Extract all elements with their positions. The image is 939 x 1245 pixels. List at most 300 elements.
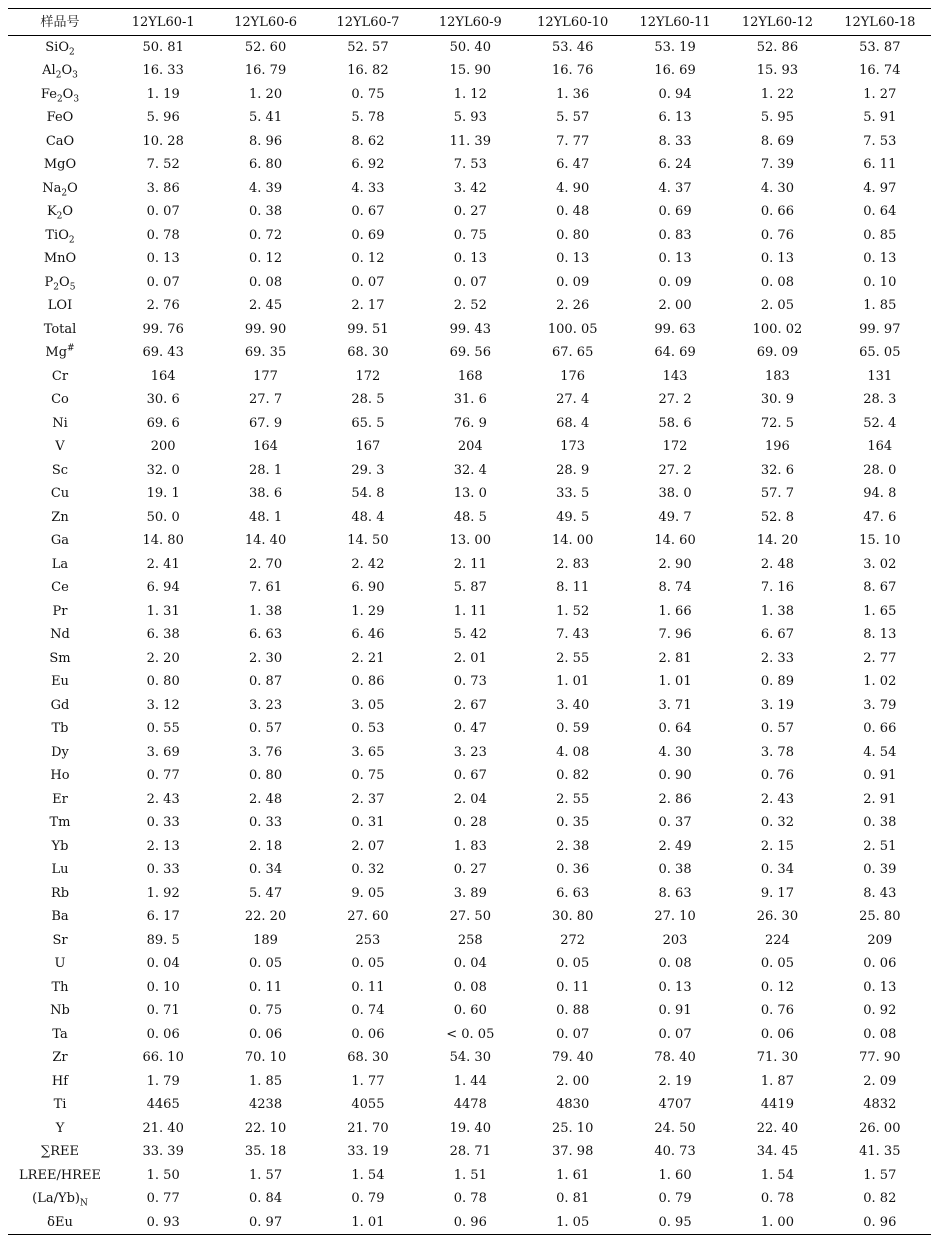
- table-cell: 53. 87: [859, 40, 901, 55]
- table-cell: 2. 33: [760, 650, 794, 666]
- table-cell: 4419: [760, 1097, 794, 1113]
- table-cell: 14. 00: [552, 533, 594, 549]
- table-cell: 5. 47: [249, 885, 283, 901]
- table-cell: 0. 74: [351, 1003, 385, 1019]
- table-cell: 5. 95: [760, 110, 794, 126]
- table-row: [8, 623, 931, 647]
- row-label: Mg#: [45, 343, 75, 361]
- table-cell: 2. 49: [658, 838, 692, 854]
- table-cell: 6. 80: [249, 157, 283, 173]
- table-cell: 4. 90: [556, 180, 590, 196]
- table-cell: 0. 09: [556, 274, 590, 290]
- table-cell: 94. 8: [863, 486, 897, 502]
- table-cell: 1. 83: [453, 838, 487, 854]
- row-label: Y: [55, 1120, 65, 1136]
- table-cell: 99. 90: [244, 321, 287, 337]
- table-cell: 0. 76: [760, 1003, 794, 1019]
- table-cell: 22. 20: [244, 909, 287, 925]
- row-label: V: [55, 439, 65, 455]
- table-cell: 8. 67: [863, 580, 897, 596]
- table-row: [8, 529, 931, 553]
- table-cell: 2. 55: [556, 650, 590, 666]
- table-cell: 0. 07: [658, 1026, 692, 1042]
- table-row: [8, 59, 931, 83]
- table-row: [8, 647, 931, 671]
- table-cell: 0. 71: [146, 1003, 180, 1019]
- table-cell: 4. 30: [658, 744, 692, 760]
- table-cell: 6. 13: [658, 110, 692, 126]
- table-cell: 0. 11: [351, 979, 385, 995]
- table-row: [8, 177, 931, 201]
- table-cell: 0. 80: [146, 674, 180, 690]
- table-cell: 164: [150, 368, 176, 384]
- table-cell: 0. 06: [863, 956, 897, 972]
- table-cell: 69. 43: [142, 345, 184, 361]
- table-cell: 0. 33: [146, 862, 180, 878]
- table-cell: 52. 57: [347, 40, 389, 55]
- table-cell: 3. 02: [863, 556, 897, 572]
- table-cell: 0. 06: [351, 1026, 385, 1042]
- table-cell: 3. 69: [146, 744, 180, 760]
- table-cell: 0. 57: [760, 721, 794, 737]
- table-row: [8, 271, 931, 295]
- table-cell: 7. 77: [556, 133, 590, 149]
- table-row: [8, 247, 931, 271]
- table-cell: 1. 29: [351, 603, 385, 619]
- table-cell: 8. 96: [249, 133, 283, 149]
- table-cell: 131: [867, 368, 893, 384]
- table-cell: 0. 11: [556, 979, 590, 995]
- table-cell: 0. 86: [351, 674, 385, 690]
- sample-header: 12YL60-9: [438, 14, 502, 30]
- table-cell: 0. 91: [658, 1003, 692, 1019]
- table-cell: 6. 94: [146, 580, 180, 596]
- table-cell: 58. 6: [658, 415, 692, 431]
- table-cell: 1. 01: [351, 1214, 385, 1230]
- table-cell: 79. 40: [552, 1050, 594, 1066]
- table-cell: 0. 47: [453, 721, 487, 737]
- row-label: Sr: [52, 932, 68, 948]
- table-cell: 4. 37: [658, 180, 692, 196]
- table-cell: 7. 43: [556, 627, 590, 643]
- table-cell: 0. 08: [760, 274, 794, 290]
- table-cell: 69. 6: [146, 415, 180, 431]
- table-cell: 0. 64: [658, 721, 692, 737]
- sample-header: 12YL60-10: [537, 14, 609, 30]
- table-row: [8, 482, 931, 506]
- table-cell: 176: [560, 368, 586, 384]
- table-cell: 19. 1: [146, 486, 180, 502]
- table-cell: 57. 7: [760, 486, 794, 502]
- table-cell: 2. 20: [146, 650, 180, 666]
- table-cell: 3. 23: [249, 697, 283, 713]
- table-cell: 3. 76: [249, 744, 283, 760]
- table-cell: 0. 90: [658, 768, 692, 784]
- table-cell: 3. 65: [351, 744, 385, 760]
- table-cell: 0. 10: [863, 274, 897, 290]
- table-cell: 77. 90: [859, 1050, 901, 1066]
- table-cell: 6. 67: [760, 627, 794, 643]
- row-label: Lu: [51, 862, 69, 878]
- table-cell: 25. 10: [552, 1120, 594, 1136]
- table-cell: 172: [662, 439, 688, 455]
- table-cell: 209: [867, 932, 893, 948]
- table-cell: 33. 5: [556, 486, 590, 502]
- table-cell: 0. 67: [453, 768, 487, 784]
- row-label: Pr: [52, 603, 68, 619]
- table-cell: 0. 87: [249, 674, 283, 690]
- table-cell: 0. 78: [146, 227, 180, 243]
- table-cell: 6. 63: [249, 627, 283, 643]
- table-cell: 69. 56: [449, 345, 491, 361]
- table-row: [8, 929, 931, 953]
- table-cell: 0. 36: [556, 862, 590, 878]
- table-cell: 2. 11: [453, 556, 487, 572]
- table-cell: 0. 91: [863, 768, 897, 784]
- row-label: Dy: [51, 744, 69, 760]
- table-cell: 1. 57: [863, 1167, 897, 1183]
- geochemistry-table: [8, 8, 931, 1235]
- table-row: [8, 811, 931, 835]
- sample-header: 12YL60-11: [639, 14, 711, 30]
- table-cell: 24. 50: [654, 1120, 696, 1136]
- table-cell: 0. 06: [146, 1026, 180, 1042]
- table-cell: 48. 4: [351, 509, 385, 525]
- table-cell: 89. 5: [146, 932, 180, 948]
- table-cell: 1. 22: [760, 86, 794, 102]
- table-cell: 8. 33: [658, 133, 692, 149]
- table-cell: 183: [765, 368, 790, 384]
- table-cell: 49. 7: [658, 509, 692, 525]
- table-cell: 6. 11: [863, 157, 897, 173]
- table-cell: 0. 48: [556, 204, 590, 220]
- table-cell: 0. 32: [760, 815, 794, 831]
- table-cell: 5. 87: [453, 580, 487, 596]
- row-label: Hf: [51, 1073, 69, 1089]
- table-cell: 0. 80: [249, 768, 283, 784]
- table-cell: 50. 81: [142, 40, 184, 55]
- table-cell: 0. 12: [249, 251, 283, 267]
- table-cell: 16. 74: [859, 63, 901, 79]
- table-cell: 143: [662, 368, 688, 384]
- row-label: $K_2O$: [46, 204, 74, 222]
- table-cell: 0. 32: [351, 862, 385, 878]
- table-cell: 15. 93: [756, 63, 799, 79]
- row-label: FeO: [46, 110, 74, 126]
- table-cell: 54. 8: [351, 486, 385, 502]
- table-row: [8, 694, 931, 718]
- table-cell: 2. 04: [453, 791, 487, 807]
- table-cell: 168: [457, 368, 483, 384]
- row-label: Cr: [51, 368, 69, 384]
- row-label: Yb: [51, 838, 69, 854]
- table-cell: 2. 07: [351, 838, 385, 854]
- table-cell: 0. 94: [658, 86, 692, 102]
- table-cell: 1. 79: [146, 1073, 180, 1089]
- table-cell: 28. 71: [449, 1144, 491, 1160]
- table-cell: 52. 60: [244, 40, 287, 55]
- table-cell: 0. 28: [453, 815, 487, 831]
- table-cell: 69. 35: [244, 345, 287, 361]
- table-cell: 2. 67: [453, 697, 487, 713]
- table-cell: 0. 13: [863, 979, 897, 995]
- row-label: $(La/Yb)_N$: [32, 1191, 88, 1209]
- table-row: [8, 318, 931, 342]
- table-cell: 189: [253, 932, 278, 948]
- table-cell: 48. 1: [249, 509, 283, 525]
- table-cell: 68. 4: [556, 415, 590, 431]
- table-cell: 4055: [351, 1097, 385, 1113]
- table-cell: 30. 6: [146, 392, 180, 408]
- row-label: La: [51, 556, 69, 572]
- table-cell: 3. 19: [760, 697, 794, 713]
- table-cell: 0. 60: [453, 1003, 487, 1019]
- table-cell: 76. 9: [453, 415, 487, 431]
- table-cell: 0. 08: [453, 979, 487, 995]
- table-cell: 1. 51: [453, 1167, 487, 1183]
- row-label: Cu: [50, 486, 70, 502]
- table-cell: 203: [662, 932, 688, 948]
- table-cell: 204: [457, 439, 483, 455]
- table-row: [8, 130, 931, 154]
- table-row: [8, 788, 931, 812]
- table-cell: 3. 40: [556, 697, 590, 713]
- table-cell: 78. 40: [654, 1050, 696, 1066]
- table-cell: 21. 40: [142, 1120, 184, 1136]
- table-cell: 253: [355, 932, 381, 948]
- table-cell: 177: [253, 368, 278, 384]
- table-cell: 2. 26: [556, 298, 590, 314]
- table-cell: 29. 3: [351, 462, 385, 478]
- row-label: Tm: [49, 815, 71, 831]
- table-cell: 4830: [556, 1097, 590, 1113]
- row-label: $Fe_2O_3$: [40, 86, 80, 105]
- table-cell: 1. 87: [760, 1073, 794, 1089]
- table-cell: 11. 39: [449, 133, 491, 149]
- table-row: [8, 1164, 931, 1188]
- table-cell: 2. 90: [658, 556, 692, 572]
- table-cell: 4. 54: [863, 744, 897, 760]
- table-cell: 3. 05: [351, 697, 385, 713]
- table-row: [8, 999, 931, 1023]
- table-cell: 0. 82: [863, 1191, 897, 1207]
- table-cell: 6. 17: [146, 909, 180, 925]
- table-cell: 69. 09: [756, 345, 799, 361]
- sample-header: 12YL60-1: [131, 14, 195, 30]
- table-cell: 0. 34: [760, 862, 794, 878]
- table-cell: 1. 52: [556, 603, 590, 619]
- table-cell: 21. 70: [347, 1120, 389, 1136]
- row-label: Ba: [51, 909, 69, 925]
- table-cell: 2. 17: [351, 298, 385, 314]
- table-cell: 99. 97: [859, 321, 901, 337]
- table-cell: 28. 5: [351, 392, 385, 408]
- table-cell: 1. 57: [249, 1167, 283, 1183]
- table-cell: 0. 84: [249, 1191, 283, 1207]
- table-cell: 8. 62: [351, 133, 385, 149]
- table-cell: 2. 43: [146, 791, 180, 807]
- table-cell: 2. 55: [556, 791, 590, 807]
- row-label: Ce: [51, 580, 69, 596]
- table-cell: 38. 6: [249, 486, 283, 502]
- table-cell: 2. 86: [658, 791, 692, 807]
- table-cell: 2. 15: [760, 838, 794, 854]
- table-cell: 14. 80: [142, 533, 184, 549]
- table-cell: 0. 06: [249, 1026, 283, 1042]
- sample-header: 12YL60-18: [844, 14, 916, 30]
- table-row: [8, 365, 931, 389]
- row-label: MgO: [43, 157, 77, 173]
- table-cell: 0. 77: [146, 768, 180, 784]
- row-label: LOI: [47, 298, 73, 314]
- table-cell: 0. 89: [760, 674, 794, 690]
- table-row: [8, 153, 931, 177]
- table-cell: 0. 13: [146, 251, 180, 267]
- table-cell: 2. 51: [863, 838, 897, 854]
- table-cell: 99. 43: [449, 321, 491, 337]
- table-cell: 272: [560, 932, 586, 948]
- table-cell: 0. 73: [453, 674, 487, 690]
- table-body: [8, 36, 931, 1235]
- table-cell: 3. 79: [863, 697, 897, 713]
- row-label: LREE/HREE: [19, 1167, 101, 1183]
- table-cell: 52. 4: [863, 415, 897, 431]
- table-cell: 7. 96: [658, 627, 692, 643]
- table-cell: 2. 00: [556, 1073, 590, 1089]
- table-row: [8, 858, 931, 882]
- table-cell: 15. 10: [859, 533, 901, 549]
- table-cell: 2. 18: [249, 838, 283, 854]
- table-row: [8, 670, 931, 694]
- table-cell: 0. 38: [863, 815, 897, 831]
- table-cell: 4. 30: [760, 180, 794, 196]
- table-header: [8, 9, 931, 36]
- table-cell: 0. 64: [863, 204, 897, 220]
- table-cell: 8. 43: [863, 885, 897, 901]
- table-row: [8, 1117, 931, 1141]
- table-row: [8, 1046, 931, 1070]
- table-cell: 34. 45: [756, 1144, 799, 1160]
- table-cell: 0. 13: [658, 979, 692, 995]
- table-cell: 0. 57: [249, 721, 283, 737]
- table-cell: 0. 07: [146, 204, 180, 220]
- table-cell: 4478: [453, 1097, 487, 1113]
- table-cell: 0. 75: [453, 227, 487, 243]
- table-cell: 0. 08: [249, 274, 283, 290]
- table-cell: 1. 38: [249, 603, 283, 619]
- table-cell: 3. 42: [453, 180, 487, 196]
- table-cell: 7. 39: [760, 157, 794, 173]
- table-cell: 32. 0: [146, 462, 180, 478]
- table-cell: 0. 05: [556, 956, 590, 972]
- table-cell: 2. 30: [249, 650, 283, 666]
- table-cell: 4707: [658, 1097, 692, 1113]
- table-cell: 0. 38: [249, 204, 283, 220]
- table-cell: 3. 12: [146, 697, 180, 713]
- row-label: Zr: [52, 1050, 68, 1066]
- table-cell: 99. 76: [142, 321, 184, 337]
- table-cell: 2. 38: [556, 838, 590, 854]
- table-cell: 0. 93: [146, 1214, 180, 1230]
- table-cell: 2. 48: [760, 556, 794, 572]
- table-cell: 172: [355, 368, 381, 384]
- table-cell: 0. 82: [556, 768, 590, 784]
- table-row: [8, 200, 931, 224]
- table-cell: 0. 13: [556, 251, 590, 267]
- table-cell: 2. 13: [146, 838, 180, 854]
- table-cell: 0. 38: [658, 862, 692, 878]
- table-cell: 2. 42: [351, 556, 385, 572]
- row-label: Nb: [50, 1003, 70, 1019]
- table-cell: 2. 52: [453, 298, 487, 314]
- table-cell: 7. 53: [453, 157, 487, 173]
- table-cell: 64. 69: [654, 345, 696, 361]
- row-label: Co: [51, 392, 69, 408]
- table-cell: 14. 40: [244, 533, 287, 549]
- table-cell: 1. 01: [556, 674, 590, 690]
- table-cell: 22. 10: [244, 1120, 287, 1136]
- table-cell: 0. 04: [453, 956, 487, 972]
- table-row: [8, 294, 931, 318]
- table-cell: 33. 19: [347, 1144, 389, 1160]
- row-label: $Na_2O$: [42, 180, 78, 199]
- row-label: Sc: [51, 462, 69, 478]
- table-cell: 7. 53: [863, 133, 897, 149]
- table-cell: 167: [355, 439, 381, 455]
- table-row: [8, 506, 931, 530]
- table-cell: 99. 51: [347, 321, 389, 337]
- table-cell: 0. 05: [351, 956, 385, 972]
- table-row: [8, 1093, 931, 1117]
- table-row: [8, 106, 931, 130]
- table-cell: 2. 41: [146, 556, 180, 572]
- row-label: U: [54, 956, 66, 972]
- table-cell: 0. 07: [453, 274, 487, 290]
- table-cell: 68. 30: [347, 345, 389, 361]
- table-cell: 33. 39: [142, 1144, 184, 1160]
- table-cell: 50. 0: [146, 509, 180, 525]
- table-cell: 0. 12: [351, 251, 385, 267]
- row-label: Nd: [50, 627, 70, 643]
- table-cell: 53. 46: [552, 40, 594, 55]
- table-cell: 1. 00: [760, 1214, 794, 1230]
- table-cell: 67. 65: [552, 345, 594, 361]
- table-cell: 0. 76: [760, 768, 794, 784]
- table-cell: 27. 10: [654, 909, 696, 925]
- table-cell: 27. 2: [658, 462, 692, 478]
- table-cell: 1. 92: [146, 885, 180, 901]
- row-label: Ni: [52, 415, 68, 431]
- table-cell: 0. 13: [863, 251, 897, 267]
- table-cell: 65. 5: [351, 415, 385, 431]
- table-cell: 0. 59: [556, 721, 590, 737]
- table-cell: 27. 60: [347, 909, 389, 925]
- table-cell: 0. 27: [453, 204, 487, 220]
- table-cell: 53. 19: [654, 40, 696, 55]
- table-cell: 48. 5: [453, 509, 487, 525]
- table-cell: 0. 66: [863, 721, 897, 737]
- row-label: Th: [51, 979, 69, 995]
- table-cell: 1. 54: [760, 1167, 794, 1183]
- table-cell: 30. 9: [760, 392, 794, 408]
- table-row: [8, 717, 931, 741]
- row-label: $P_2O_5$: [44, 274, 76, 293]
- table-cell: 0. 75: [351, 86, 385, 102]
- row-label: $Al_2O_3$: [42, 63, 78, 81]
- row-label: Ga: [50, 533, 70, 549]
- table-cell: 0. 39: [863, 862, 897, 878]
- table-cell: 19. 40: [449, 1120, 491, 1136]
